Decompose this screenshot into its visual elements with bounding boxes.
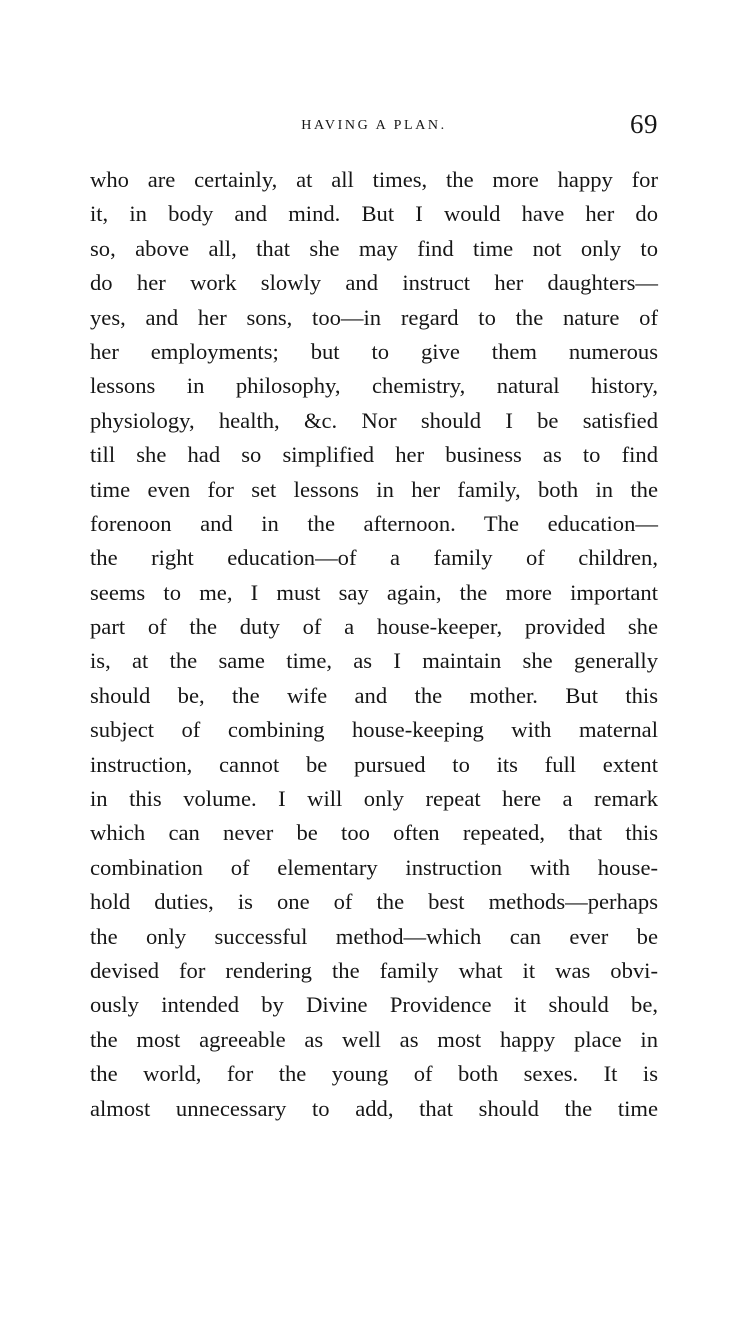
text-line: physiology, health, &c. Nor should I be satisfied <box>90 407 658 433</box>
text-line: forenoon and in the afternoon. The education— <box>90 510 658 536</box>
text-line: do her work slowly and instruct her daughters— <box>90 270 658 296</box>
running-title: HAVING A PLAN. <box>301 118 447 133</box>
text-line: yes, and her sons, too—in regard to the nature of <box>90 304 658 330</box>
text-line: ously intended by Divine Providence it should be, <box>90 992 658 1018</box>
running-head <box>90 109 658 142</box>
text-line: it, in body and mind. But I would have her do <box>90 201 658 227</box>
body-text <box>90 163 658 1126</box>
page-number: 69 <box>630 109 658 139</box>
text-line: in this volume. I will only repeat here a remark <box>90 786 658 812</box>
text-line: devised for rendering the family what it was obvi- <box>90 957 658 983</box>
text-line: instruction, cannot be pursued to its full extent <box>90 751 658 777</box>
text-line: the only successful method—which can ever be <box>90 923 658 949</box>
text-line: almost unnecessary to add, that should the time <box>90 1095 658 1121</box>
text-line: the most agreeable as well as most happy place in <box>90 1026 658 1052</box>
text-line: is, at the same time, as I maintain she generally <box>90 648 658 674</box>
text-line: till she had so simplified her business as to find <box>90 442 658 468</box>
text-line: which can never be too often repeated, that this <box>90 820 658 846</box>
text-line: combination of elementary instruction with house- <box>90 854 658 880</box>
text-line: so, above all, that she may find time not only to <box>90 235 658 261</box>
text-line: lessons in philosophy, chemistry, natural history, <box>90 373 658 399</box>
text-line: time even for set lessons in her family, both in the <box>90 476 658 502</box>
text-line: her employments; but to give them numerous <box>90 338 658 364</box>
text-line: seems to me, I must say again, the more important <box>90 579 658 605</box>
text-line: the right education—of a family of children, <box>90 545 658 571</box>
text-line: hold duties, is one of the best methods—perhaps <box>90 889 658 915</box>
text-line: who are certainly, at all times, the more happy for <box>90 167 658 192</box>
text-line: the world, for the young of both sexes. It is <box>90 1061 658 1087</box>
text-line: subject of combining house-keeping with maternal <box>90 717 658 743</box>
text-line: part of the duty of a house-keeper, provided she <box>90 614 658 640</box>
text-line: should be, the wife and the mother. But this <box>90 682 658 708</box>
